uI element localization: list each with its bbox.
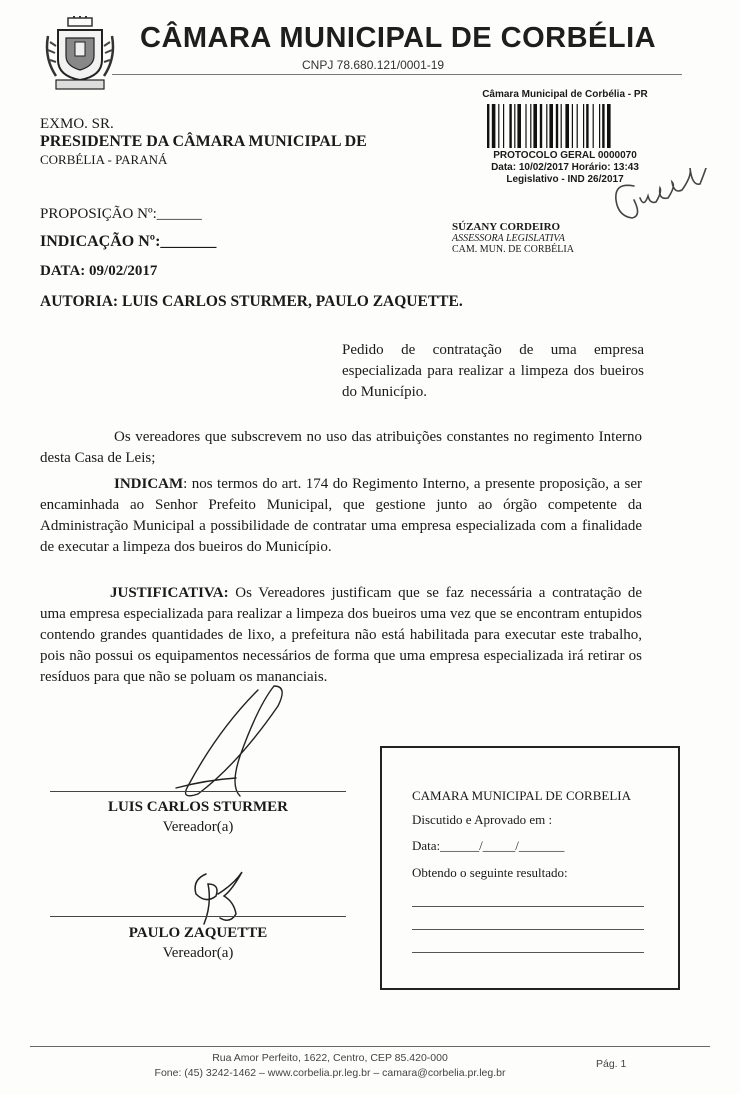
- proposicao-field: PROPOSIÇÃO Nº:______: [40, 206, 202, 222]
- justificativa-label: JUSTIFICATIVA:: [110, 585, 229, 601]
- signer-1-name: LUIS CARLOS STURMER: [107, 799, 289, 815]
- authorship-field: AUTORIA: LUIS CARLOS STURMER, PAULO ZAQUETTE.: [40, 293, 463, 310]
- stamp-datetime: Data: 10/02/2017 Horário: 13:43: [491, 162, 639, 173]
- indicam-label: INDICAM: [114, 476, 184, 492]
- indicacao-field: INDICAÇÃO Nº:_______: [40, 233, 217, 250]
- receiver-signature: [604, 168, 730, 232]
- approval-box-date: Data:______/_____/_______: [412, 838, 565, 853]
- receiver-name: SÚZANY CORDEIRO: [452, 221, 561, 233]
- page-number: Pág. 1: [596, 1058, 627, 1070]
- signer-2-role: Vereador(a): [162, 945, 234, 961]
- result-line-3: [412, 952, 644, 953]
- receiver-stamp: [452, 222, 574, 255]
- ementa-text: Pedido de contratação de uma empresa especializada para realizar a limpeza dos bueiros do Município.: [342, 342, 644, 400]
- approval-box: [380, 746, 680, 990]
- addressee-line-1: EXMO. SR.: [40, 116, 114, 132]
- result-line-1: [412, 906, 644, 907]
- stamp-type: Legislativo - IND 26/2017: [506, 174, 624, 185]
- barcode-icon: [485, 104, 645, 148]
- indicam-text: : nos termos do art. 174 do Regimento Interno, a presente proposição, a ser encaminhada ao Senhor Prefeito Municipal, que gestione junto ao órgão competente da Administração Municipal a possibilidade de contratar uma empresa especializada com a finalidade de executar a limpeza dos bueiros do Município.: [40, 476, 642, 555]
- approval-box-discussed: Discutido e Aprovado em :: [412, 812, 553, 827]
- receiver-role: ASSESSORA LEGISLATIVA: [452, 233, 565, 244]
- justificativa-paragraph: [40, 583, 642, 688]
- footer-address: Rua Amor Perfeito, 1622, Centro, CEP 85.420-000: [212, 1052, 448, 1064]
- footer-contact: Fone: (45) 3242-1462 – www.corbelia.pr.leg.br – camara@corbelia.pr.leg.br: [154, 1067, 506, 1079]
- signature-2: [186, 864, 250, 930]
- signature-line-2: [50, 916, 346, 917]
- coat-of-arms-logo: [44, 16, 116, 92]
- cnpj-number: CNPJ 78.680.121/0001-19: [302, 58, 445, 72]
- stamp-institution: Câmara Municipal de Corbélia - PR: [482, 89, 648, 100]
- addressee-line-3: CORBÉLIA - PARANÁ: [40, 152, 168, 167]
- institution-title: CÂMARA MUNICIPAL DE CORBÉLIA: [140, 22, 657, 54]
- stamp-protocol: PROTOCOLO GERAL 0000070: [493, 150, 637, 161]
- footer-divider: [30, 1046, 710, 1047]
- signature-1: [164, 684, 304, 802]
- addressee-line-2: PRESIDENTE DA CÂMARA MUNICIPAL DE: [40, 133, 367, 150]
- header-divider: [112, 74, 682, 75]
- result-line-2: [412, 929, 644, 930]
- receiver-org: CAM. MUN. DE CORBÉLIA: [452, 244, 574, 255]
- signer-2-name: PAULO ZAQUETTE: [128, 925, 268, 941]
- indicam-paragraph: [40, 474, 642, 558]
- date-field: DATA: 09/02/2017: [40, 263, 158, 279]
- justificativa-text: Os Vereadores justificam que se faz necessária a contratação de uma empresa especializada para realizar a limpeza dos bueiros uma vez que se encontram entupidos contendo grandes quantidades de lixo, a prefeitura não está habilitada para executar este trabalho, pois não possui os equipamentos necessários de forma que uma empresa especializada irá retirar os resíduos para que não se poluam os mananciais.: [40, 585, 642, 685]
- approval-box-result-label: Obtendo o seguinte resultado:: [412, 865, 568, 880]
- signature-line-1: [50, 791, 346, 792]
- signer-1-role: Vereador(a): [162, 819, 234, 835]
- intro-paragraph: Os vereadores que subscrevem no uso das atribuições constantes no regimento Interno desta Casa de Leis;: [40, 429, 642, 466]
- approval-box-title: CAMARA MUNICIPAL DE CORBELIA: [412, 788, 631, 803]
